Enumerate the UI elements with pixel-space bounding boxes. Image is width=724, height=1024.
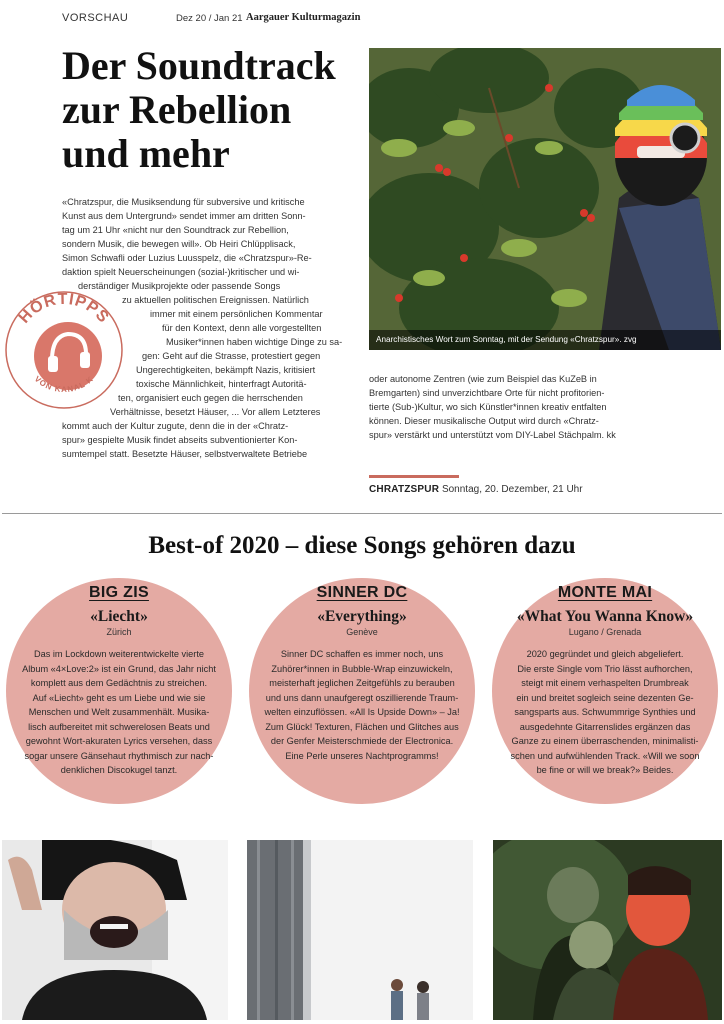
- text-line: denklichen Discokugel tanzt.: [60, 765, 178, 775]
- text-line: immer mit einem persönlichen Kommentar: [150, 309, 323, 319]
- text-line: Verhältnisse, besetzt Häuser, ... Vor allem Letzteres: [110, 407, 321, 417]
- text-line: schen und aufwühlenden Track. «Will we soon: [510, 750, 700, 761]
- text-line: oder autonome Zentren (wie zum Beispiel das KuZeB in: [369, 374, 597, 384]
- text-line: und uns dann unaufgeregt oszillierende Traum-: [265, 692, 459, 703]
- text-line: sogar unsere Gänsehaut rhythmisch zur nach-: [24, 750, 214, 761]
- text-line: gen: Geht auf die Strasse, protestiert gegen: [142, 351, 321, 361]
- song-title: «Liecht»: [90, 608, 148, 625]
- photo-monte-mai-illustration: [493, 840, 722, 1020]
- artist-name: MONTE MAI: [557, 584, 653, 601]
- text-line: welten einzuflössen. «All Is Upside Down» – Ja!: [264, 707, 460, 717]
- photo-sinner-dc: [247, 840, 473, 1020]
- text-line: der Genfer Meisterschmiede der Electronica.: [270, 736, 454, 746]
- text-line: meisterhaft jeglichen Zeitgefühls zu berauben: [269, 678, 455, 688]
- text-line: toxische Männlichkeit, hinterfragt Autoritä-: [136, 379, 307, 389]
- photo-big-zis: [2, 840, 228, 1020]
- section-divider: [2, 513, 722, 514]
- stamp-bottom-text: VON KANAL K: [32, 374, 96, 395]
- text-line: derständiger Musikprojekte oder passende Songs: [78, 281, 281, 291]
- text-line: sangsparts aus. Schwummrige Synthies und: [514, 707, 696, 717]
- text-line: Das im Lockdown weiterentwickelte vierte: [33, 649, 205, 659]
- listing-rule: [369, 475, 459, 478]
- song-title: «Everything»: [317, 608, 407, 625]
- artist-place: Genève: [346, 627, 378, 637]
- song-title: «What You Wanna Know»: [516, 608, 694, 625]
- article-column-2: [369, 372, 719, 442]
- section-label: VORSCHAU: [62, 12, 129, 24]
- text-line: gewohnt Wort-akuraten Lyrics versehen, dass: [25, 736, 213, 746]
- article-headline: [62, 44, 362, 176]
- text-line: 2020 gegründet und gleich abgeliefert.: [526, 649, 684, 659]
- stamp-top-text: HÖRTIPPS: [15, 290, 113, 327]
- hero-photo: [369, 48, 721, 350]
- photo-monte-mai: [493, 840, 722, 1020]
- text-line: tag um 21 Uhr «nicht nur den Soundtrack zur Rebellion,: [62, 225, 289, 235]
- text-line: Zum Glück! Texturen, Flächen und Glitches aus: [265, 721, 459, 732]
- text-line: steigt mit einem verhaspelten Drumbreak: [521, 678, 689, 688]
- artist-name: SINNER DC: [316, 584, 408, 601]
- text-line: Ganze zu einem überraschenden, minimalisti-: [511, 736, 699, 746]
- text-line: Bremgarten) sind unverzichtbare Orte für nicht profitorien-: [369, 388, 605, 398]
- bestof-item-2: [244, 584, 480, 763]
- text-line: Simon Schwafli oder Luzius Luusspelz, die «Chratzspur»-Re-: [62, 253, 312, 263]
- review-text: [487, 647, 723, 778]
- text-line: Eine Perle unseres Nachtprogramms!: [285, 750, 439, 761]
- headline-line: und mehr: [62, 131, 230, 176]
- photo-caption: Anarchistisches Wort zum Sonntag, mit der Sendung «Chratzspur». zvg: [369, 330, 721, 350]
- text-line: Zuhörer*innen in Bubble-Wrap einzuwickeln,: [271, 663, 453, 674]
- text-line: «Chratzspur, die Musiksendung für subversive und kritische: [62, 197, 305, 207]
- text-line: Ungerechtigkeiten, bekämpft Nazis, kritisiert: [136, 365, 316, 375]
- listing-name: CHRATZSPUR: [369, 484, 440, 495]
- text-line: daktion spielt Neuerscheinungen (sozial-)kritischer und wi-: [62, 267, 300, 277]
- artist-name: BIG ZIS: [89, 584, 149, 601]
- text-line: Musiker*innen haben wichtige Dinge zu sa-: [166, 337, 343, 347]
- text-line: ausgedehnte Gitarrenslides ergänzen das: [519, 721, 691, 732]
- bestof-item-3: [487, 584, 723, 778]
- listing-details: Sonntag, 20. Dezember, 21 Uhr: [441, 484, 583, 495]
- article-column-1: [62, 195, 357, 461]
- artist-place: Lugano / Grenada: [568, 627, 642, 637]
- artist-place: Zürich: [106, 627, 132, 637]
- bestof-item-1: [1, 584, 237, 778]
- text-line: zu aktuellen politischen Ereignissen. Natürlich: [122, 295, 309, 305]
- text-line: Album «4×Love:2» ist ein Grund, das Jahr nicht: [22, 663, 216, 674]
- magazine-name: Aargauer Kulturmagazin: [246, 12, 361, 23]
- event-listing: [369, 484, 583, 495]
- text-line: Sinner DC schaffen es immer noch, uns: [280, 649, 444, 659]
- review-text: [244, 647, 480, 763]
- text-line: lisch aufbereitet mit schwerelosen Beats und: [28, 721, 210, 732]
- headline-line: zur Rebellion: [62, 87, 292, 132]
- text-line: Menschen und Welt zusammenhält. Musika-: [28, 707, 210, 717]
- photo-sinner-dc-illustration: [247, 840, 473, 1020]
- issue-date: Dez 20 / Jan 21: [176, 13, 243, 24]
- text-line: Die erste Single vom Trio lässt aufhorchen,: [517, 663, 693, 674]
- text-line: ten, organisiert euch gegen die herrschenden: [118, 393, 303, 403]
- text-line: für den Kontext, denn alle vorgestellten: [162, 323, 322, 333]
- text-line: sumtempel statt. Besetzte Häuser, selbstverwaltete Betriebe: [62, 449, 308, 459]
- text-line: spur» gespielte Musik findet abseits subventionierter Kon-: [62, 435, 298, 445]
- text-line: Auf «Liecht» geht es um Liebe und wie sie: [32, 692, 206, 703]
- headline-line: Der Soundtrack: [62, 43, 336, 88]
- text-line: sondern Musik, die bewegen will». Ob Heiri Chlüpplisack,: [62, 239, 296, 249]
- bestof-title: Best-of 2020 – diese Songs gehören dazu: [148, 532, 576, 559]
- review-text: [1, 647, 237, 778]
- hero-photo-illustration: [369, 48, 721, 350]
- text-line: spur» verstärkt und unterstützt vom DIY-Label Stächpalm. kk: [369, 430, 616, 440]
- text-line: be fine or will we break?» Beides.: [536, 765, 674, 775]
- text-line: tierte (Sub-)Kultur, wo sich Künstler*innen kreativ entfalten: [369, 402, 607, 412]
- text-line: können. Dieser musikalische Output wird durch «Chratz-: [369, 416, 599, 426]
- text-line: komplett aus dem Gedächtnis zu streichen.: [30, 678, 208, 688]
- text-line: kommt auch der Kultur zugute, denn die in der «Chratz-: [62, 421, 289, 431]
- photo-big-zis-illustration: [2, 840, 228, 1020]
- text-line: Kunst aus dem Untergrund» sendet immer am dritten Sonn-: [62, 211, 306, 221]
- text-line: ein und breitet sogleich seine dezenten Ge-: [516, 692, 694, 703]
